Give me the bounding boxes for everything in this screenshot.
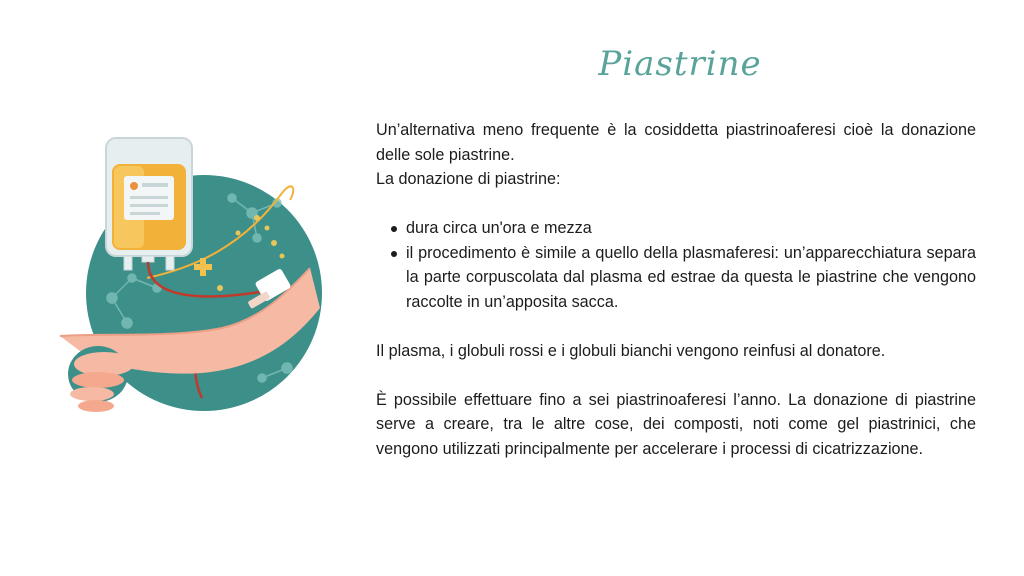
slide-body [376, 118, 976, 461]
list-item: dura circa un'ora e mezza [406, 216, 976, 241]
donation-bullet-list [376, 216, 976, 314]
hand-with-stress-ball-icon [68, 346, 134, 412]
blood-donation-illustration [52, 128, 322, 428]
blood-bag-icon [106, 138, 192, 270]
frequency-paragraph: È possibile effettuare fino a sei piastrinoaferesi l’anno. La donazione di piastrine serve a creare, tra le altre cose, dei composti, noti come gel piastrinici, che vengono utilizzati principalmente per accelerare i processi di cicatrizzazione. [376, 390, 976, 458]
page-title: Piastrine [598, 44, 762, 84]
intro-paragraph: Un’alternativa meno frequente è la cosiddetta piastrinoaferesi cioè la donazione delle sole piastrine. [376, 121, 976, 164]
list-item: il procedimento è simile a quello della plasmaferesi: un’apparecchiatura separa la parte corpuscolata dal plasma ed estrae da questa le piastrine che vengono raccolte in un’apposita sacca. [406, 241, 976, 315]
reinfusion-paragraph: Il plasma, i globuli rossi e i globuli bianchi vengono reinfusi al donatore. [376, 341, 886, 360]
list-lead: La donazione di piastrine: [376, 170, 561, 188]
